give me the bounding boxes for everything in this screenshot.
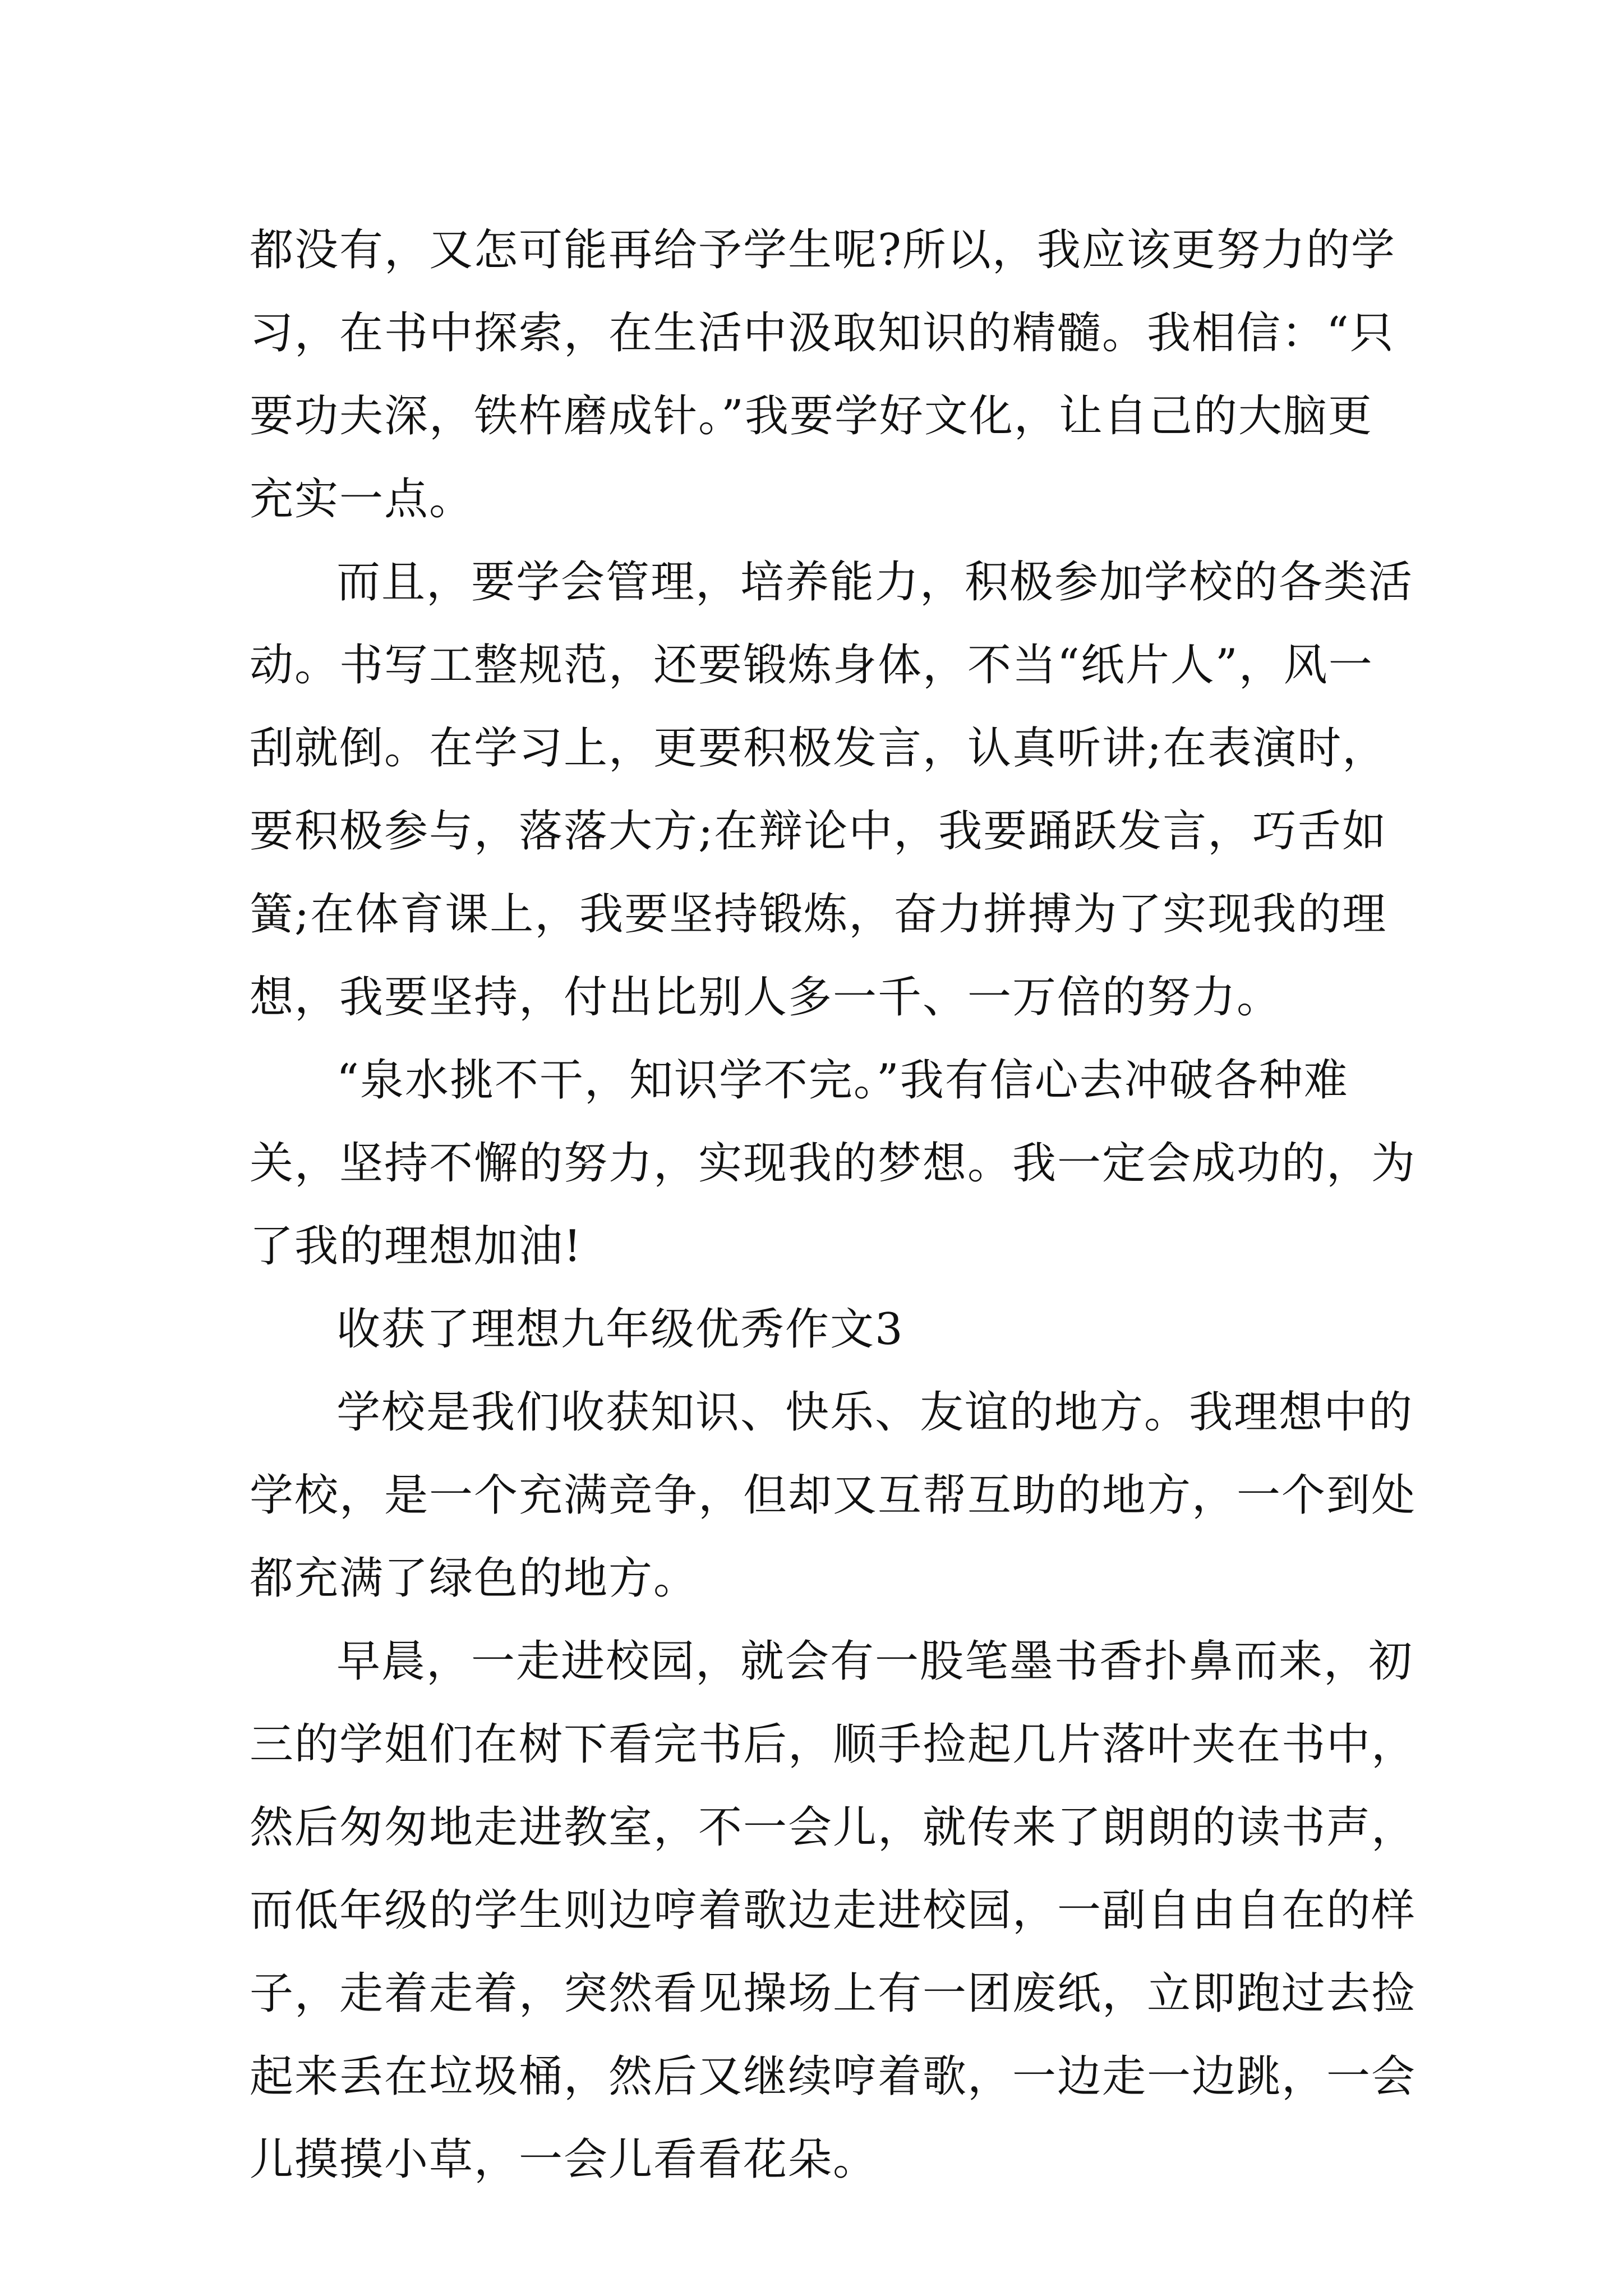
text-line: 子，走着走着，突然看见操场上有一团废纸，立即跑过去捡 <box>250 1968 1417 2019</box>
text-line: 习，在书中探索，在生活中汲取知识的精髓。我相信：“只 <box>250 308 1395 358</box>
paragraph-start-line: 而且，要学会管理，培养能力，积极参加学校的各类活 <box>336 557 1414 608</box>
paragraph-start-line: 学校是我们收获知识、快乐、友谊的地方。我理想中的 <box>336 1387 1414 1438</box>
text-line: 充实一点。 <box>250 474 474 524</box>
text-line: 刮就倒。在学习上，更要积极发言，认真听讲;在表演时， <box>250 723 1387 774</box>
text-line: 儿摸摸小草，一会儿看看花朵。 <box>250 2134 878 2185</box>
text-line: 而低年级的学生则边哼着歌边走进校园，一副自由自在的样 <box>250 1885 1417 1936</box>
section-heading: 收获了理想九年级优秀作文3 <box>336 1304 904 1355</box>
paragraph-start-line: “泉水挑不干，知识学不完。”我有信心去冲破各种难 <box>336 1055 1349 1106</box>
paragraph-start-line: 早晨，一走进校园，就会有一股笔墨书香扑鼻而来，初 <box>336 1636 1414 1687</box>
text-line: 三的学姐们在树下看完书后，顺手捡起几片落叶夹在书中， <box>250 1719 1417 1770</box>
text-line: 要积极参与，落落大方;在辩论中，我要踊跃发言，巧舌如 <box>250 806 1387 857</box>
text-line: 要功夫深，铁杵磨成针。”我要学好文化，让自己的大脑更 <box>250 391 1373 441</box>
text-line: 然后匆匆地走进教室，不一会儿，就传来了朗朗的读书声， <box>250 1802 1417 1853</box>
text-line: 关，坚持不懈的努力，实现我的梦想。我一定会成功的，为 <box>250 1138 1417 1189</box>
text-line: 学校，是一个充满竞争，但却又互帮互助的地方，一个到处 <box>250 1470 1417 1521</box>
text-line: 了我的理想加油! <box>250 1221 583 1272</box>
text-line: 都没有，又怎可能再给予学生呢?所以，我应该更努力的学 <box>250 225 1396 275</box>
text-line: 动。书写工整规范，还要锻炼身体，不当“纸片人”，风一 <box>250 640 1373 691</box>
text-line: 簧;在体育课上，我要坚持锻炼，奋力拼搏为了实现我的理 <box>250 889 1387 940</box>
essay-body <box>250 209 1417 2201</box>
text-line: 想，我要坚持，付出比别人多一千、一万倍的努力。 <box>250 972 1282 1023</box>
text-line: 起来丢在垃圾桶，然后又继续哼着歌，一边走一边跳，一会 <box>250 2051 1417 2102</box>
text-line: 都充满了绿色的地方。 <box>250 1553 699 1604</box>
